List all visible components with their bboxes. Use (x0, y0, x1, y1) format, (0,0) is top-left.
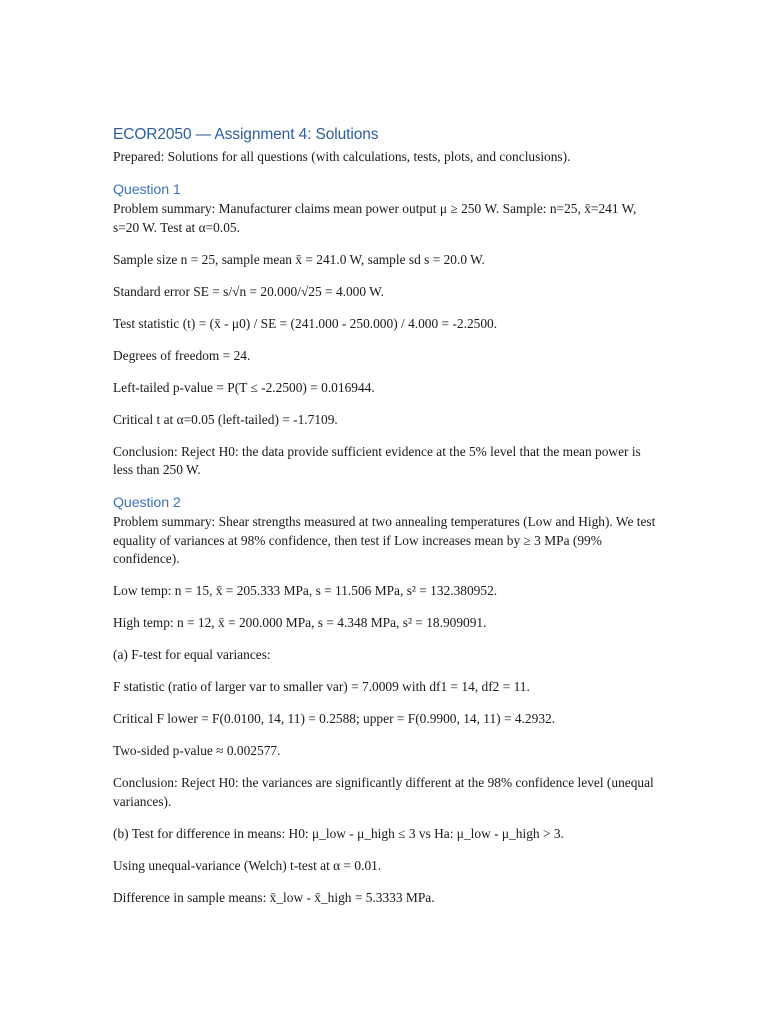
q2-part-b-hypotheses: (b) Test for difference in means: H0: μ_low - μ_high ≤ 3 vs Ha: μ_low - μ_high > 3. (113, 825, 564, 841)
document-page (113, 124, 658, 921)
q1-degrees-of-freedom: Degrees of freedom = 24. (113, 347, 251, 363)
question-2-heading: Question 2 (113, 495, 181, 511)
q2-critical-f: Critical F lower = F(0.0100, 14, 11) = 0.2588; upper = F(0.9900, 14, 11) = 4.2932. (113, 711, 556, 726)
q2-high-temp-stats: High temp: n = 12, x̄ = 200.000 MPa, s = 4.348 MPa, s² = 18.909091. (113, 615, 487, 630)
q2-part-a-label: (a) F-test for equal variances: (113, 647, 271, 662)
document-title: ECOR2050 — Assignment 4: Solutions (113, 126, 379, 143)
question-1-heading: Question 1 (113, 182, 181, 198)
q1-standard-error: Standard error SE = s/√n = 20.000/√25 = 4.000 W. (113, 283, 384, 299)
q2-mean-difference: Difference in sample means: x̄_low - x̄_high = 5.3333 MPa. (113, 889, 435, 905)
q2-problem-summary: Problem summary: Shear strengths measured at two annealing temperatures (Low and High). We test equality of variances at 98% confidence, then test if Low increases mean by ≥ 3 MPa (99% confidence). (113, 514, 656, 566)
q2-low-temp-stats: Low temp: n = 15, x̄ = 205.333 MPa, s = 11.506 MPa, s² = 132.380952. (113, 583, 498, 598)
q1-conclusion: Conclusion: Reject H0: the data provide sufficient evidence at the 5% level that the mean power is less than 250 W. (113, 443, 641, 477)
q2-welch-test: Using unequal-variance (Welch) t-test at α = 0.01. (113, 857, 382, 873)
q2-variance-conclusion: Conclusion: Reject H0: the variances are significantly different at the 98% confidence level (unequal variances). (113, 775, 654, 809)
q1-test-statistic: Test statistic (t) = (x̄ - μ0) / SE = (241.000 - 250.000) / 4.000 = -2.2500. (113, 315, 498, 331)
q1-critical-t: Critical t at α=0.05 (left-tailed) = -1.7109. (113, 411, 338, 427)
q1-problem-summary: Problem summary: Manufacturer claims mean power output μ ≥ 250 W. Sample: n=25, x̄=241 W, s=20 W. Test at α=0.05. (113, 201, 637, 235)
intro-text: Prepared: Solutions for all questions (with calculations, tests, plots, and conclusions). (113, 149, 571, 164)
q1-sample-stats: Sample size n = 25, sample mean x̄ = 241.0 W, sample sd s = 20.0 W. (113, 251, 485, 267)
q1-p-value: Left-tailed p-value = P(T ≤ -2.2500) = 0.016944. (113, 379, 375, 395)
q2-p-value: Two-sided p-value ≈ 0.002577. (113, 743, 281, 758)
q2-f-statistic: F statistic (ratio of larger var to smaller var) = 7.0009 with df1 = 14, df2 = 11. (113, 679, 530, 694)
